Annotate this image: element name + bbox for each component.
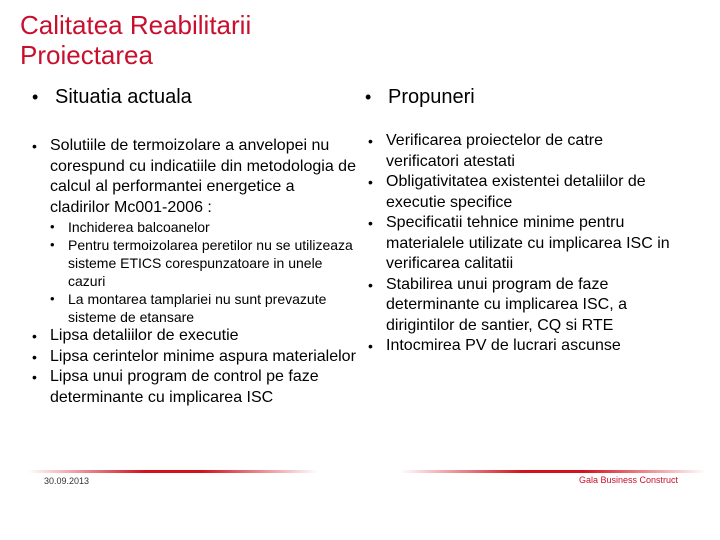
bullet-icon: • bbox=[32, 328, 37, 344]
footer-divider-right bbox=[400, 470, 706, 473]
bullet-icon: • bbox=[368, 133, 373, 149]
footer-divider-left bbox=[28, 470, 318, 473]
right-column-body bbox=[368, 131, 673, 357]
bullet-icon: • bbox=[368, 215, 373, 231]
slide-title-line-1: Calitatea Reabilitarii bbox=[20, 10, 252, 40]
bullet-icon: • bbox=[365, 87, 372, 107]
bullet-icon: • bbox=[32, 138, 37, 154]
left-sub-item: • La montarea tamplariei nu sunt prevazute sisteme de etansare bbox=[50, 291, 327, 325]
bullet-icon: • bbox=[368, 174, 373, 190]
bullet-icon: • bbox=[368, 276, 373, 293]
left-column-heading: • Situatia actuala bbox=[32, 86, 192, 108]
bullet-icon: • bbox=[50, 291, 55, 306]
right-list-item: • Specificatii tehnice minime pentru materialele utilizate cu implicarea ISC in verificarea calitatii bbox=[368, 214, 670, 272]
footer-date: 30.09.2013 bbox=[44, 476, 90, 486]
slide-title bbox=[20, 10, 420, 70]
left-list-item: • Lipsa unui program de control pe faze determinante cu implicarea ISC bbox=[32, 368, 319, 406]
footer-company-name: Gala Business Construct bbox=[578, 475, 678, 485]
left-column-body bbox=[32, 136, 357, 408]
left-list-item: • Lipsa detaliilor de executie bbox=[32, 326, 357, 347]
right-list-item: • Intocmirea PV de lucrari ascunse bbox=[368, 336, 673, 357]
left-sub-item: • Pentru termoizolarea peretilor nu se utilizeaza sisteme ETICS corespunzatoare in unele cazuri bbox=[50, 237, 353, 289]
right-list-item: • Obligativitatea existentei detaliilor de executie specifice bbox=[368, 173, 646, 211]
slide-title-line-2: Proiectarea bbox=[20, 40, 153, 70]
bullet-icon: • bbox=[32, 369, 37, 385]
right-column-heading: • Propuneri bbox=[365, 86, 475, 108]
right-list-item: • Verificarea proiectelor de catre verificatori atestati bbox=[368, 132, 603, 170]
bullet-icon: • bbox=[368, 338, 373, 354]
bullet-icon: • bbox=[32, 87, 39, 107]
left-sub-item: • Inchiderea balcoanelor bbox=[50, 219, 210, 235]
bullet-icon: • bbox=[32, 348, 37, 365]
bullet-icon: • bbox=[50, 237, 55, 252]
left-intro-item: • Solutiile de termoizolare a anvelopei nu corespund cu indicatiile din metodologia de calcul al performantei energetice a cladirilor Mc001-2006 : bbox=[32, 137, 356, 216]
right-list-item: • Stabilirea unui program de faze determinante cu implicarea ISC, a dirigintilor de santier, CQ si RTE bbox=[368, 275, 627, 334]
left-list-item: • Lipsa cerintelor minime aspura materialelor bbox=[32, 347, 357, 368]
bullet-icon: • bbox=[50, 219, 55, 234]
